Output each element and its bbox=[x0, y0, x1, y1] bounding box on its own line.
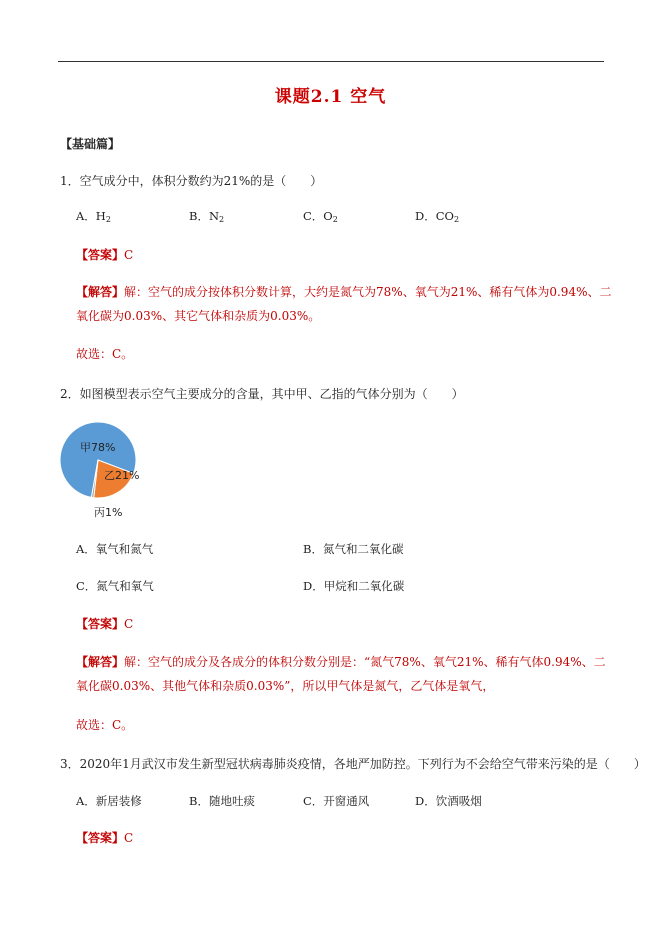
q1-option-d: D．$CO_2$ bbox=[415, 209, 460, 224]
q3-option-c: C．开窗通风 bbox=[303, 794, 370, 808]
question-3-stem: 3．2020年1月武汉市发生新型冠状病毒肺炎疫情，各地严加防控。下列行为不会给空气带来污染的是（ ） bbox=[60, 757, 646, 771]
question-1-stem: 1．空气成分中，体积分数约为21%的是（ ） bbox=[60, 174, 323, 188]
q3-option-a: A．新居装修 bbox=[76, 794, 142, 808]
q1-option-c: C．$O_2$ bbox=[303, 209, 338, 224]
pie-label-bing: 丙1% bbox=[94, 506, 123, 519]
header-rule bbox=[58, 61, 604, 62]
q1-option-a: A．$H_2$ bbox=[76, 209, 111, 224]
q3-option-d: D．饮酒吸烟 bbox=[415, 794, 482, 808]
air-composition-pie-chart bbox=[58, 418, 158, 523]
q2-option-b: B．氮气和二氧化碳 bbox=[303, 542, 404, 556]
pie-label-yi: 乙21% bbox=[104, 469, 140, 482]
page-title: 课题2.1 空气 bbox=[274, 87, 387, 107]
q2-explanation: 【解答】解：空气的成分及各成分的体积分数分别是：“氮气78%、氧气21%、稀有气体0.94%、二氧化碳0.03%、其他气体和杂质0.03%”，所以甲气体是氮气，乙气体是氧气， bbox=[76, 655, 606, 693]
q1-option-b: B．$N_2$ bbox=[189, 209, 225, 224]
q3-answer: 【答案】C bbox=[76, 831, 134, 845]
q2-answer: 【答案】C bbox=[76, 617, 134, 631]
q2-option-d: D．甲烷和二氧化碳 bbox=[303, 579, 405, 593]
q2-option-a: A．氧气和氮气 bbox=[76, 542, 154, 556]
question-2-stem: 2．如图模型表示空气主要成分的含量，其中甲、乙指的气体分别为（ ） bbox=[60, 387, 464, 401]
section-heading: 【基础篇】 bbox=[60, 137, 121, 151]
q3-option-b: B．随地吐痰 bbox=[189, 794, 255, 808]
pie-label-jia: 甲78% bbox=[80, 441, 116, 454]
q1-conclusion: 故选：C。 bbox=[76, 347, 134, 361]
q1-answer: 【答案】C bbox=[76, 248, 134, 262]
q1-explanation: 【解答】解：空气的成分按体积分数计算，大约是氮气为78%、氧气为21%、稀有气体为0.94%、二氧化碳为0.03%、其它气体和杂质为0.03%。 bbox=[76, 285, 612, 323]
q2-option-c: C．氮气和氧气 bbox=[76, 579, 154, 593]
q2-conclusion: 故选：C。 bbox=[76, 718, 134, 732]
